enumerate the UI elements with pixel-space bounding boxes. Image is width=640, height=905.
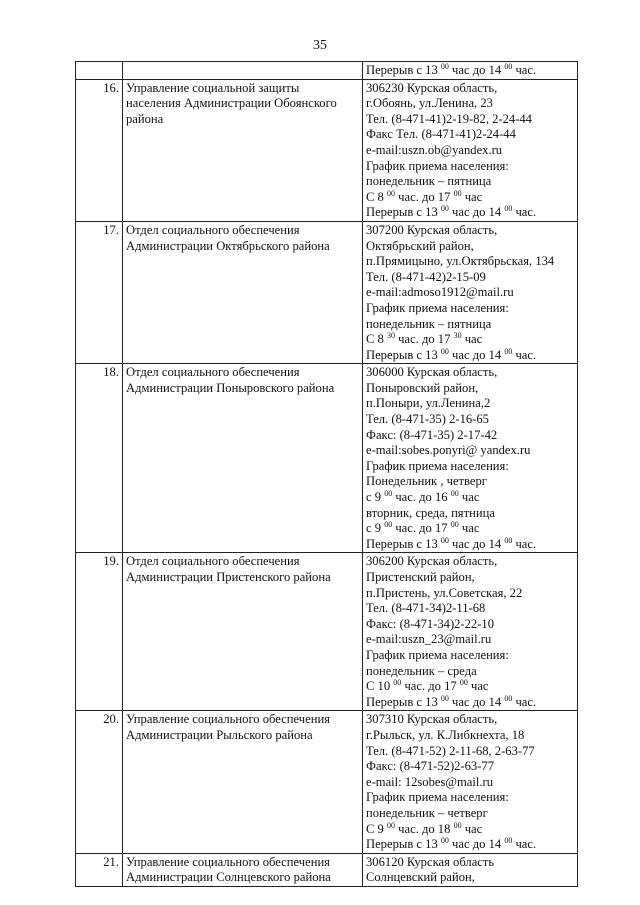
info-line: e-mail:admoso1912@mail.ru [366,285,514,300]
table-row [76,553,578,711]
department-name-line: Администрации Солнцевского района [126,870,331,885]
info-line: С 9 $^{00}$ час. до 18 $^{00}$ час [366,820,483,836]
row-number: 16. [76,79,123,221]
info-line: Перерыв с 13 $^{00}$ час до 14 $^{00}$ час. [366,204,537,220]
info-line: Тел. (8-471-34)2-11-68 [366,601,486,616]
page-number: 35 [313,38,327,53]
time-superscript: 00 [387,188,395,198]
contact-info-cell [363,221,578,363]
info-line: График приема населения: [366,458,509,473]
time-superscript: 00 [393,677,402,687]
department-name-line: Администрации Рыльского района [126,727,313,742]
department-name-line: района [126,111,164,126]
department-name-cell [123,221,363,363]
department-name-line: Отдел социального обеспечения [126,554,300,569]
time-superscript: 00 [453,820,462,830]
info-line: Тел. (8-471-41)2-19-82, 2-24-44 [366,111,532,126]
info-line: e-mail:uszn_23@mail.ru [366,632,492,647]
info-line: Перерыв с 13 $^{00}$ час до 14 $^{00}$ час. [366,693,537,709]
info-line: Понедельник , четверг [366,474,487,489]
time-superscript: 00 [504,693,513,703]
info-line: С 8 $^{00}$ час. до 17 $^{00}$ час [366,188,483,204]
info-line: С 10 $^{00}$ час. до 17 $^{00}$ час [366,677,489,694]
info-line: п.Прямицыно, ул.Октябрьская, 134 [366,254,555,269]
department-name-cell [123,853,363,886]
department-name-line: Администрации Октябрьского района [126,238,330,253]
info-line: Перерыв с 13 $^{00}$ час до 14 $^{00}$ час. [366,835,537,852]
table-row [76,711,578,853]
info-line: понедельник – среда [366,663,477,678]
department-name-line: Администрации Пристенского района [126,570,331,584]
info-line: г.Рыльск, ул. К.Либкнехта, 18 [366,727,525,742]
department-name-line: населения Администрации Обоянского [126,96,337,111]
info-line: График приема населения: [366,300,509,315]
departments-table-body [76,62,578,887]
time-superscript: 00 [504,535,513,545]
contact-info-cell [363,364,578,553]
info-line: понедельник – пятница [366,174,492,189]
info-line: Факс: (8-471-35) 2-17-42 [366,427,498,442]
info-line: Перерыв с 13 $^{00}$ час до 14 $^{00}$ час. [366,346,537,362]
departments-table [75,61,578,887]
info-line: п.Поныри, ул.Ленина,2 [366,396,491,411]
info-line: Факс: (8-471-34)2-22-10 [366,616,495,631]
info-line: вторник, среда, пятница [366,505,495,520]
time-superscript: 00 [450,520,459,530]
info-line: 307200 Курская область, [366,222,498,237]
time-superscript: 00 [440,535,449,545]
info-line: г.Обоянь, ул.Ленина, 23 [366,96,493,111]
time-superscript: 30 [453,330,462,340]
info-line: Факс: (8-471-52)2-63-77 [366,759,495,774]
info-line: Тел. (8-471-42)2-15-09 [366,269,486,284]
info-line: 306000 Курская область, [366,365,498,380]
info-line: с 9 $^{00}$ час. до 16 $^{00}$ час [366,488,480,505]
time-superscript: 00 [504,835,513,845]
info-line: e-mail:sobes.ponyri@ yandex.ru [366,443,531,458]
time-superscript: 30 [387,330,395,340]
info-line: Тел. (8-471-52) 2-11-68, 2-63-77 [366,743,535,758]
info-line: График приема населения: [366,647,509,662]
info-line: 306200 Курская область, [366,554,498,569]
info-line: Тел. (8-471-35) 2-16-65 [366,412,489,427]
info-line: С 8 $^{30}$ час. до 17 $^{30}$ час [366,330,483,347]
time-superscript: 00 [453,188,462,198]
department-name-line: Управление социального обеспечения [126,854,330,869]
department-name-line: Управление социального обеспечения [126,712,330,727]
time-superscript: 00 [384,488,393,498]
contact-info-cell [363,79,578,221]
table-row [76,364,578,553]
row-number: 21. [76,853,123,886]
department-name-cell [123,711,363,853]
time-superscript: 00 [459,677,468,687]
time-superscript: 00 [504,346,513,356]
time-superscript: 00 [387,820,395,830]
department-name-cell [123,62,363,80]
time-superscript: 00 [384,520,393,530]
info-line: понедельник – пятница [366,316,492,331]
time-superscript: 00 [440,693,449,703]
time-superscript: 00 [440,61,449,71]
info-line: 307310 Курская область, [366,712,498,727]
info-line: 306230 Курская область, [366,80,498,95]
time-superscript: 00 [440,204,449,214]
info-line: 306120 Курская область [366,854,495,869]
table-row [76,79,578,221]
info-line: понедельник – четверг [366,805,488,820]
row-number: 19. [76,553,123,711]
time-superscript: 00 [504,61,513,71]
department-name-cell [123,553,363,711]
contact-info-cell [363,553,578,711]
contact-info-cell [363,711,578,853]
time-superscript: 00 [504,204,513,214]
time-superscript: 00 [440,835,449,845]
department-name-line: Отдел социального обеспечения [126,365,300,380]
info-line: с 9 $^{00}$ час. до 17 $^{00}$ час [366,520,480,536]
info-line: Пристенский район, [366,570,475,584]
department-name-line: Управление социальной защиты [126,80,300,95]
info-line: п.Пристень, ул.Советская, 22 [366,585,523,600]
row-number-cell [76,62,123,80]
info-line: Перерыв с 13 $^{00}$ час до 14 $^{00}$ час. [366,61,537,77]
info-line: e-mail: 12sobes@mail.ru [366,774,494,789]
department-name-line: Отдел социального обеспечения [126,222,300,237]
contact-info-cell [363,62,578,80]
table-row [76,221,578,363]
info-line: Поныровский район, [366,380,479,395]
info-line: График приема населения: [366,790,509,805]
row-number: 18. [76,364,123,553]
department-name-line: Администрации Поныровского района [126,380,335,395]
contact-info-cell [363,853,578,886]
time-superscript: 00 [440,346,449,356]
info-line: Октябрьский район, [366,238,474,253]
table-row [76,853,578,886]
info-line: Солнцевский район, [366,870,475,885]
info-line: График приема населения: [366,158,509,173]
department-name-cell [123,79,363,221]
time-superscript: 00 [450,488,459,498]
info-line: e-mail:uszn.ob@yandex.ru [366,142,503,157]
row-number: 20. [76,711,123,853]
info-line: Факс Тел. (8-471-41)2-24-44 [366,127,516,142]
row-number: 17. [76,221,123,363]
table-row-continued [76,62,578,80]
info-line: Перерыв с 13 $^{00}$ час до 14 $^{00}$ час. [366,535,537,551]
department-name-cell [123,364,363,553]
